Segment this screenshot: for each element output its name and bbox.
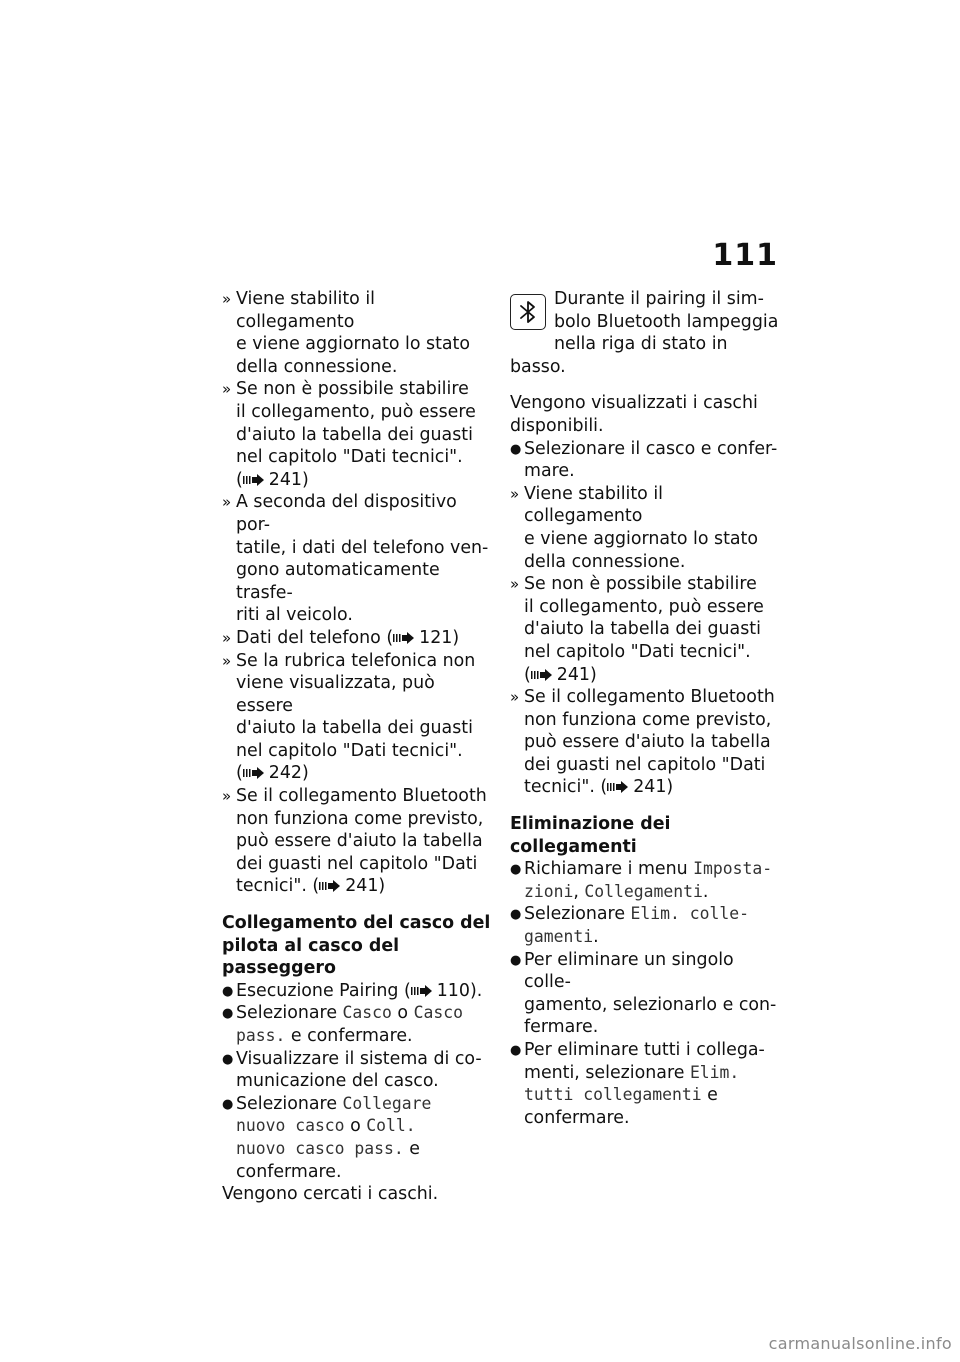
page-reference-icon <box>319 880 341 892</box>
result-item: » Se il collegamento Bluetooth non funziona come previsto, può essere d'aiuto la tabella dei guasti nel capitolo "Dati tecnici". ( 241) <box>222 786 487 897</box>
bullet-icon: ● <box>222 1096 234 1112</box>
result-arrow-icon: » <box>510 688 520 707</box>
page-reference-icon <box>243 767 265 779</box>
result-arrow-icon: » <box>222 628 232 647</box>
menu-option: Collegare <box>342 1093 432 1113</box>
menu-option: tutti collegamenti <box>524 1085 702 1105</box>
step-item: ● Selezionare Casco o Casco pass. e confermare. <box>222 1003 463 1046</box>
bullet-icon: ● <box>510 862 522 878</box>
page-reference[interactable]: 241 <box>633 777 667 798</box>
page-reference[interactable]: 241 <box>345 876 379 897</box>
step-item: ● Selezionare Elim. colle- gamenti. <box>510 904 749 948</box>
result-arrow-icon: » <box>510 575 520 594</box>
step-item: ● Per eliminare tutti i collega- menti, selezionare Elim. tutti collegamenti e confermare. <box>510 1040 765 1128</box>
menu-option: Imposta- <box>693 859 773 879</box>
page-reference[interactable]: 242 <box>268 763 302 784</box>
result-arrow-icon: » <box>222 290 232 308</box>
menu-option: pass. <box>236 1026 286 1045</box>
result-item: » Viene stabilito il collegamento e viene aggiornato lo stato della connessione. <box>510 483 759 572</box>
bullet-icon: ● <box>222 1006 234 1022</box>
result-item: » Se non è possibile stabilire il collegamento, può essere d'aiuto la tabella dei guasti nel capitolo "Dati tecnici". ( 241) <box>222 379 476 490</box>
result-arrow-icon: » <box>222 380 232 399</box>
section-heading: Eliminazione dei collegamenti <box>510 814 671 857</box>
menu-option: Casco <box>342 1003 392 1023</box>
paragraph: Vengono cercati i caschi. <box>222 1184 439 1205</box>
step-item: ● Richiamare i menu Imposta- zioni, Collegamenti. <box>510 859 773 902</box>
result-item: » Se non è possibile stabilire il collegamento, può essere d'aiuto la tabella dei guasti nel capitolo "Dati tecnici". ( 241) <box>510 574 764 685</box>
result-arrow-icon: » <box>222 493 232 512</box>
step-item: ● Selezionare Collegare nuovo casco o Coll. nuovo casco pass. e confermare. <box>222 1093 432 1182</box>
menu-option: Collegamenti <box>584 881 703 901</box>
page-reference-icon <box>607 781 629 793</box>
right-column <box>510 288 782 1129</box>
menu-option: Elim. <box>689 1062 740 1082</box>
step-item: ● Visualizzare il sistema di co- municazione del casco. <box>222 1048 482 1092</box>
result-arrow-icon: » <box>510 484 520 503</box>
left-column <box>222 288 494 1206</box>
bullet-icon: ● <box>222 1051 234 1067</box>
result-arrow-icon: » <box>222 787 232 806</box>
step-item: ● Per eliminare un singolo colle- gamento, selezionarlo e con- fermare. <box>510 949 777 1038</box>
page-reference-icon <box>393 632 415 644</box>
page-reference-icon <box>243 474 265 486</box>
bluetooth-note: Durante il pairing il sim- bolo Bluetooth lampeggia nella riga di stato in basso. <box>510 289 779 377</box>
result-item: » A seconda del dispositivo por- tatile, i dati del telefono ven- gono automaticamente trasfe- riti al veicolo. <box>222 492 489 626</box>
page-reference[interactable]: 241 <box>556 664 590 685</box>
page-number: 111 <box>712 238 778 273</box>
page-reference[interactable]: 121 <box>419 627 453 648</box>
page-reference[interactable]: 241 <box>268 469 302 490</box>
menu-option: zioni <box>524 881 574 901</box>
menu-option: gamenti <box>524 927 594 947</box>
result-arrow-icon: » <box>222 651 232 670</box>
menu-option: Elim. colle- <box>630 904 749 924</box>
watermark: carmanualsonline.info <box>768 1334 952 1353</box>
bullet-icon: ● <box>510 1043 522 1058</box>
bluetooth-icon <box>510 294 546 330</box>
bullet-icon: ● <box>510 907 522 923</box>
menu-option: Coll. <box>366 1116 416 1136</box>
result-item: » Viene stabilito il collegamento e viene aggiornato lo stato della connessione. <box>222 289 471 377</box>
menu-option: nuovo casco pass. <box>236 1138 404 1158</box>
paragraph: Vengono visualizzati i caschi disponibili. <box>510 393 758 436</box>
result-item: » Se la rubrica telefonica non viene visualizzata, può essere d'aiuto la tabella dei guasti nel capitolo "Dati tecnici". ( 242) <box>222 650 476 784</box>
step-item: ● Selezionare il casco e confer- mare. <box>510 438 778 482</box>
page-reference[interactable]: 110 <box>436 980 470 1001</box>
page-reference-icon <box>411 985 433 997</box>
menu-option: nuovo casco <box>236 1116 345 1136</box>
result-item: » Se il collegamento Bluetooth non funziona come previsto, può essere d'aiuto la tabella dei guasti nel capitolo "Dati tecnici". ( 241) <box>510 687 775 798</box>
bullet-icon: ● <box>222 983 234 999</box>
bullet-icon: ● <box>510 952 522 968</box>
step-item: ● Esecuzione Pairing ( 110). <box>222 980 494 1003</box>
result-item: » Dati del telefono ( 121) <box>222 627 460 648</box>
section-heading: Collegamento del casco del pilota al casco del passeggero <box>222 913 491 979</box>
page-reference-icon <box>531 669 553 681</box>
bullet-icon: ● <box>510 441 522 457</box>
menu-option: Casco <box>413 1003 463 1023</box>
